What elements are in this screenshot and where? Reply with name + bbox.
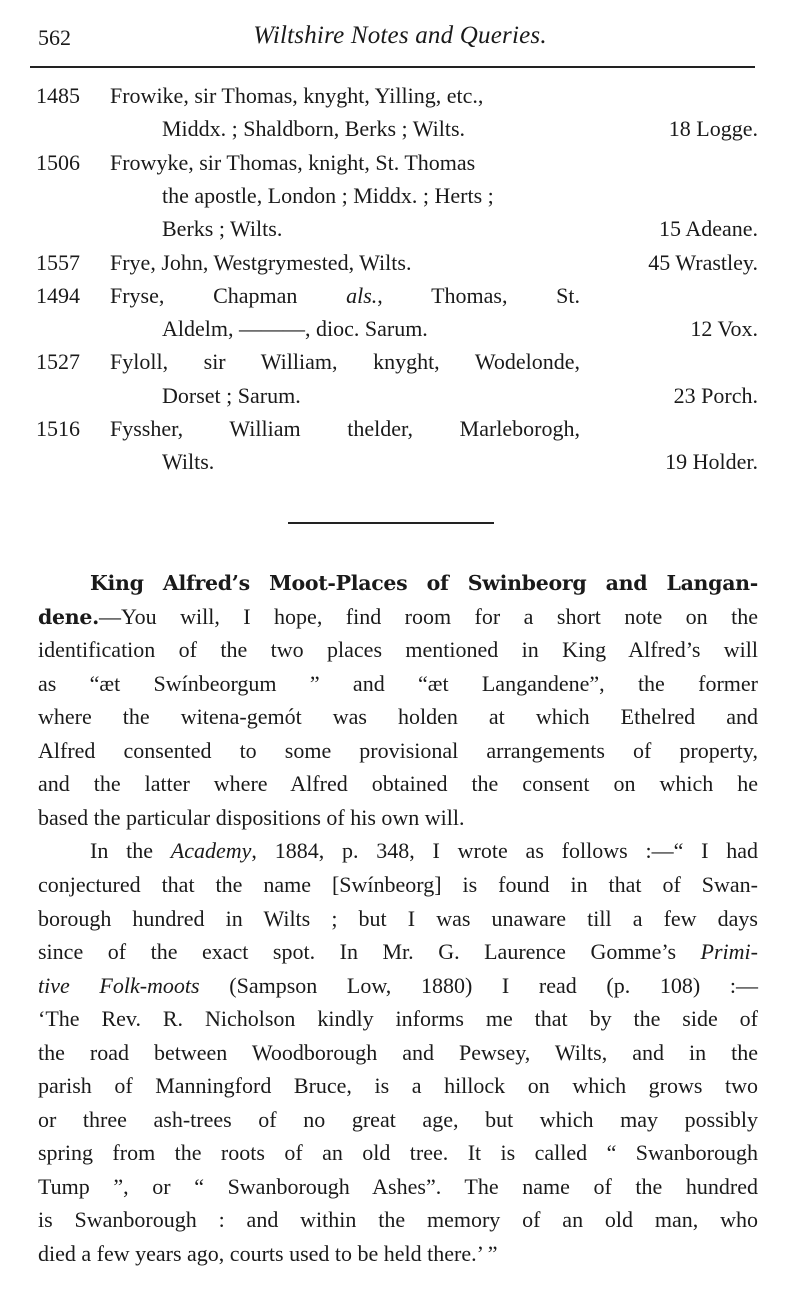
running-title: Wiltshire Notes and Queries. — [253, 22, 547, 49]
entry-year: 1557 — [36, 249, 80, 275]
italic-text: tive Folk-moots — [38, 972, 200, 998]
entry-text: Aldelm, ———, dioc. Sarum. — [162, 316, 428, 342]
entry-reference: 12 Vox. — [690, 316, 758, 342]
text-segment: In the — [90, 838, 171, 864]
entry-text: Fyloll, sir William, knyght, Wodelonde, — [110, 349, 580, 375]
article-line: identification of the two places mentioned in King Alfred’s will — [38, 637, 758, 663]
text-segment: since of the exact spot. In Mr. G. Laurence Gomme’s — [38, 939, 701, 965]
text-segment: (Sampson Low, 1880) I read (p. 108) :— — [199, 972, 758, 998]
article-line: spring from the roots of an old tree. It is called “ Swanborough — [38, 1140, 758, 1166]
entry-text — [110, 282, 580, 310]
entry-year: 1494 — [36, 282, 80, 308]
article-line: the road between Woodborough and Pewsey, Wilts, and in the — [38, 1039, 758, 1065]
article-line: is Swanborough : and within the memory of an old man, who — [38, 1207, 758, 1233]
article-line: or three ash-trees of no great age, but which may possibly — [38, 1106, 758, 1132]
article-line: where the witena-gemót was holden at which Ethelred and — [38, 704, 758, 730]
entry-reference: 18 Logge. — [668, 116, 758, 142]
article-line: parish of Manningford Bruce, is a hillock on which grows two — [38, 1073, 758, 1099]
article-line: Alfred consented to some provisional arrangements of property, — [38, 737, 758, 763]
page-number: 562 — [38, 25, 71, 50]
entry-reference: 15 Adeane. — [659, 216, 758, 242]
entry-text: Middx. ; Shaldborn, Berks ; Wilts. — [162, 116, 466, 142]
italic-text: als. — [346, 282, 378, 308]
article-title: King Alfred’s Moot-Places of Swinbeorg and Langan- — [90, 571, 758, 595]
header-rule — [30, 66, 755, 68]
entry-text: Fyssher, William thelder, Marleborogh, — [110, 416, 580, 441]
text-segment: —You will, I hope, find room for a short note on the — [98, 603, 758, 629]
article-line — [38, 938, 758, 966]
entry-year: 1506 — [36, 149, 80, 175]
entry-text: Frowike, sir Thomas, knyght, Yilling, etc., — [110, 83, 484, 108]
entry-reference: 23 Porch. — [673, 382, 758, 408]
entry-year: 1527 — [36, 349, 80, 375]
italic-text: Academy — [170, 838, 252, 864]
article-line: conjectured that the name [Swínbeorg] is found in that of Swan- — [38, 871, 758, 897]
article-line: Tump ”, or “ Swanborough Ashes”. The name of the hundred — [38, 1173, 758, 1199]
article-line: ‘The Rev. R. Nicholson kindly informs me that by the side of — [38, 1006, 758, 1032]
article-line — [38, 972, 758, 1000]
article-line — [38, 603, 758, 631]
entry-reference: 19 Holder. — [665, 449, 758, 475]
article-line — [90, 837, 758, 865]
section-divider — [288, 522, 494, 524]
text-segment: , 1884, p. 348, I wrote as follows :—“ I had — [251, 838, 758, 864]
text-segment: Fryse, Chapman — [110, 282, 347, 308]
article-line: borough hundred in Wilts ; but I was unaware till a few days — [38, 905, 758, 931]
entry-text: the apostle, London ; Middx. ; Herts ; — [162, 182, 494, 208]
text-segment: , Thomas, St. — [377, 282, 580, 308]
entry-text: Frowyke, sir Thomas, knight, St. Thomas — [110, 149, 476, 175]
entry-year: 1516 — [36, 416, 80, 441]
entry-text: Dorset ; Sarum. — [162, 382, 301, 408]
entry-text: Wilts. — [162, 449, 215, 475]
entry-year: 1485 — [36, 83, 80, 108]
article-line: based the particular dispositions of his own will. — [38, 804, 465, 830]
entry-text: Frye, John, Westgrymested, Wilts. — [110, 249, 412, 275]
entry-text: Berks ; Wilts. — [162, 216, 283, 242]
italic-text: Primi- — [700, 939, 758, 965]
article-line: died a few years ago, courts used to be held there.’ ” — [38, 1241, 498, 1266]
entry-reference: 45 Wrastley. — [648, 249, 758, 275]
article-title-continuation: dene. — [38, 604, 99, 629]
article-line: as “æt Swínbeorgum ” and “æt Langandene”, the former — [38, 670, 758, 696]
article-line: and the latter where Alfred obtained the consent on which he — [38, 771, 758, 797]
